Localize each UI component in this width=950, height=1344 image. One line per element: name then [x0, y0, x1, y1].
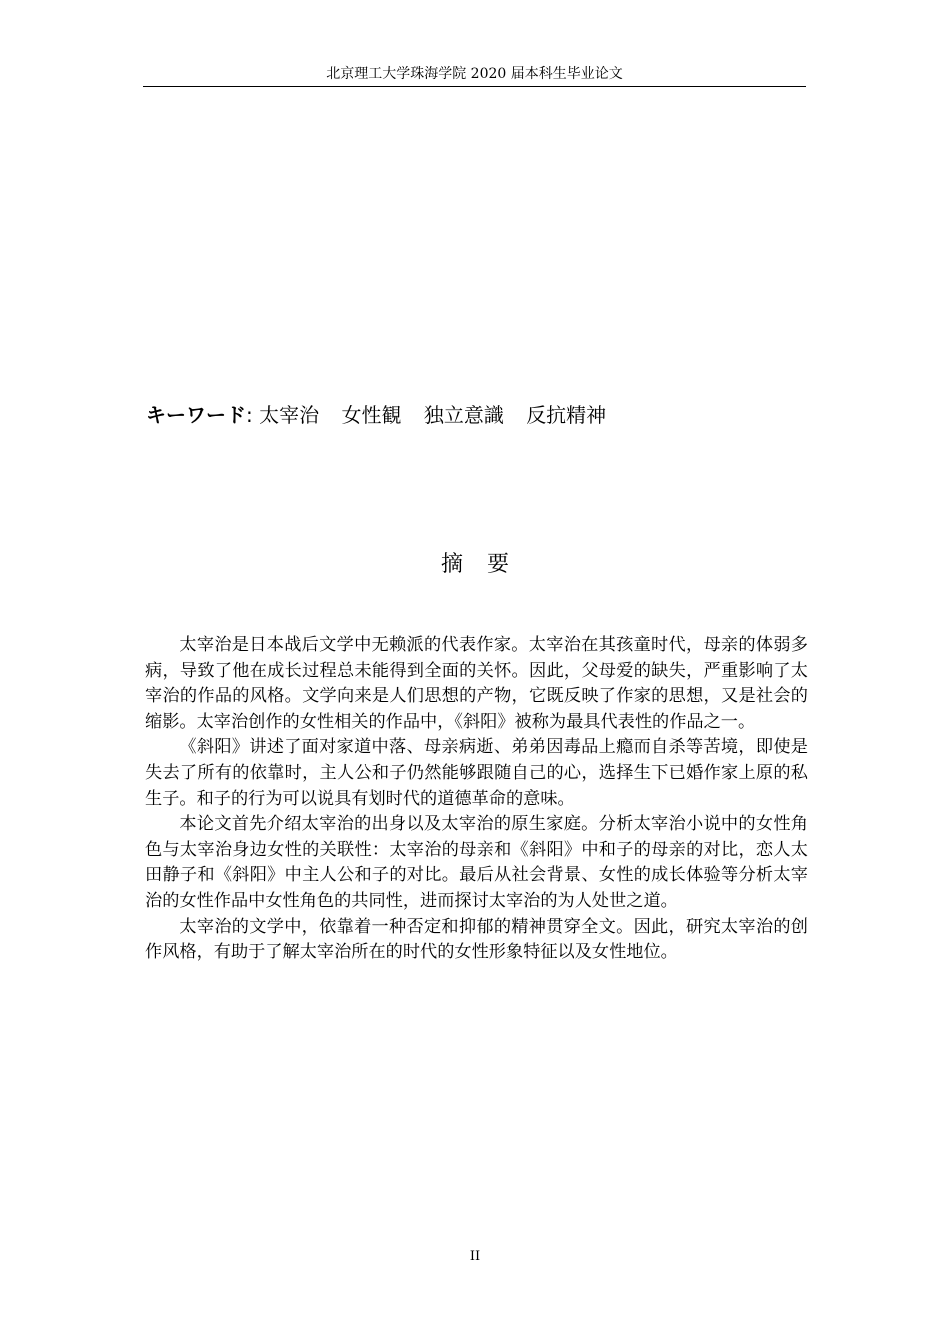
keywords-separator: : [246, 403, 253, 427]
keyword-term: 女性観 [341, 403, 402, 427]
abstract-paragraph: 本论文首先介绍太宰治的出身以及太宰治的原生家庭。分析太宰治小说中的女性角色与太宰治身边女性的关联性：太宰治的母亲和《斜阳》中和子的母亲的对比，恋人太田静子和《斜阳》中主人公和子的对比。最后从社会背景、女性的成长体验等分析太宰治的女性作品中女性角色的共同性，进而探讨太宰治的为人处世之道。 [145, 814, 808, 911]
page-header [143, 64, 806, 87]
header-text: 北京理工大学珠海学院 2020 届本科生毕业论文 [326, 66, 623, 82]
keyword-term: 太宰治 [259, 403, 320, 427]
keyword-term: 独立意識 [423, 403, 504, 427]
abstract-paragraph: 太宰治的文学中，依靠着一种否定和抑郁的精神贯穿全文。因此，研究太宰治的创作风格，有助于了解太宰治所在的时代的女性形象特征以及女性地位。 [145, 916, 808, 963]
abstract-title: 摘要 [440, 552, 533, 577]
keyword-term: 反抗精神 [526, 403, 607, 427]
abstract-paragraph: 《斜阳》讲述了面对家道中落、母亲病逝、弟弟因毒品上瘾而自杀等苦境，即使是失去了所有的依靠时，主人公和子仍然能够跟随自己的心，选择生下已婚作家上原的私生子。和子的行为可以说具有划时代的道德革命的意味。 [145, 737, 808, 809]
abstract-paragraph: 太宰治是日本战后文学中无赖派的代表作家。太宰治在其孩童时代，母亲的体弱多病，导致了他在成长过程总未能得到全面的关怀。因此，父母爱的缺失，严重影响了太宰治的作品的风格。文学向来是人们思想的产物，它既反映了作家的思想，又是社会的缩影。太宰治创作的女性相关的作品中，《斜阳》被称为最具代表性的作品之一。 [145, 635, 808, 732]
page-number: II [469, 1249, 481, 1264]
keywords-line [146, 400, 806, 430]
abstract-body [145, 633, 808, 966]
keywords-label: キーワード [146, 403, 246, 427]
